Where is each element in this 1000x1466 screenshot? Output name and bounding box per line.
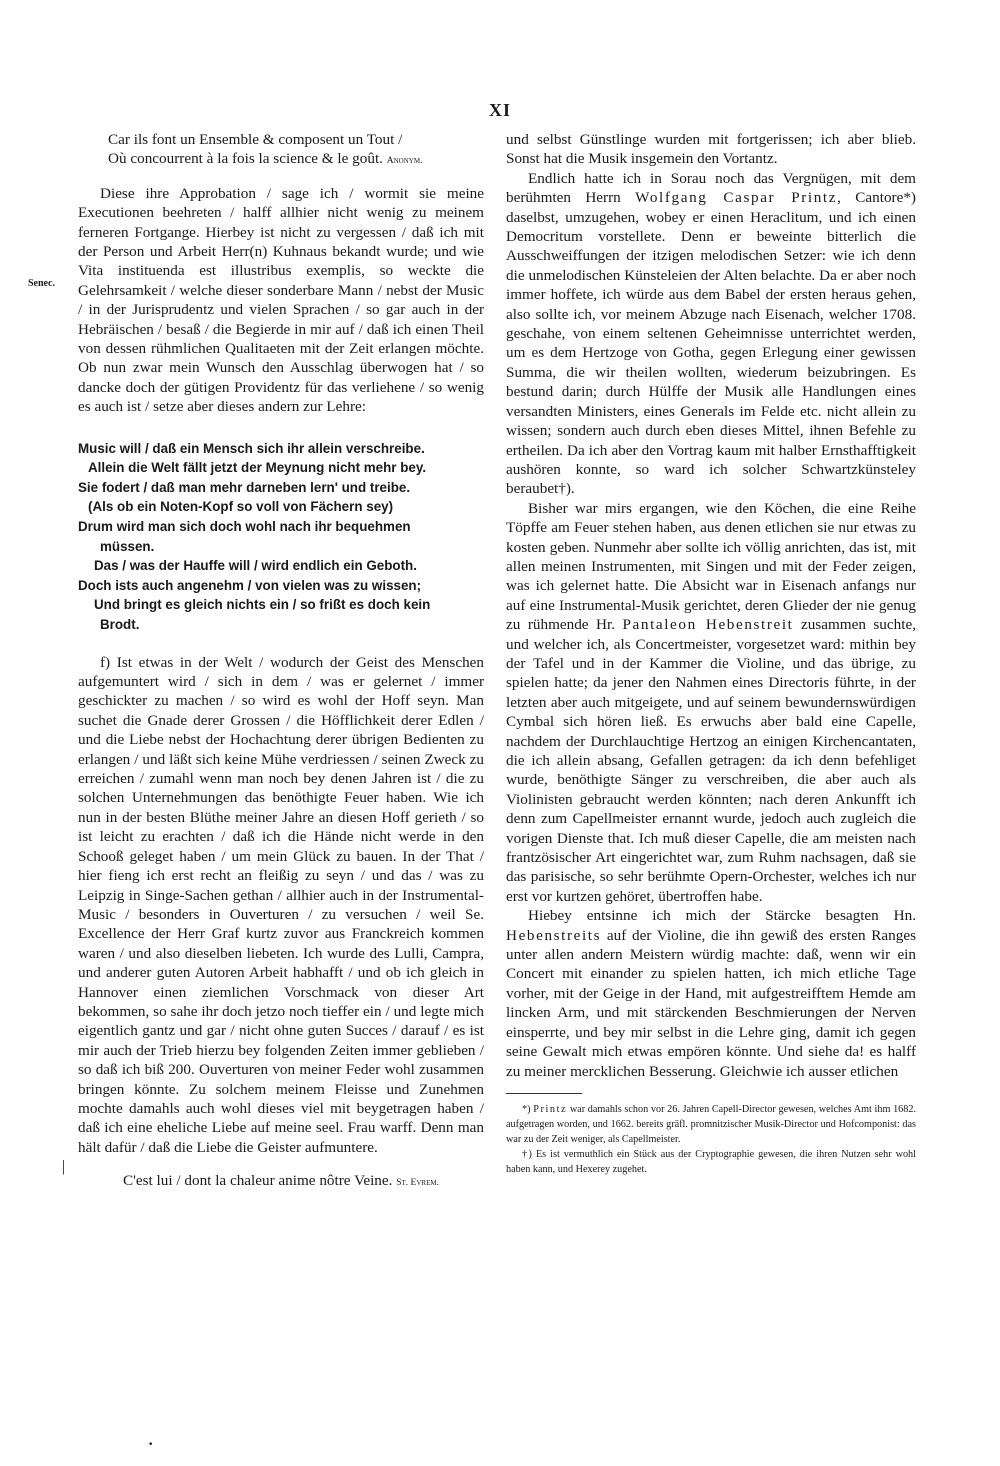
- poem-line: müssen.: [100, 538, 155, 554]
- paragraph: [506, 499, 916, 907]
- footnote-divider: [506, 1093, 582, 1094]
- paragraph: [506, 906, 916, 1081]
- paragraph-text: Bisher war mirs ergangen, wie den Köchen, die eine Reihe Töpffe am Feuer stehen haben, aus denen etlichen sie nur etwas zu kosten geben. Nunmehr aber sollte ich völlig anrichten, das ist, mit allen meinen Instrumenten, mit Singen und mit der Feder zeigen, was ich gelernet hatte. Die Absicht war in Eisenach anfangs nur auf eine Instrumental-Musik gerichtet, deren Glieder der nie genug zu rühmende Hr.: [506, 499, 916, 634]
- poem-line: Sie fodert / daß man mehr darneben lern' und treibe.: [78, 479, 411, 495]
- margin-note: Senec.: [28, 278, 55, 289]
- poem-line: Das / was der Hauffe will / wird endlich ein Geboth.: [94, 558, 417, 574]
- person-name: Pantaleon Hebenstreit: [622, 616, 794, 634]
- left-column: [78, 130, 484, 1194]
- paragraph-text: Hiebey entsinne ich mich der Stärcke besagten Hn.: [528, 907, 916, 925]
- poem-line: Music will / daß ein Mensch sich ihr allein verschreibe.: [78, 440, 425, 456]
- right-column: [506, 130, 916, 1177]
- footnote-marker: *): [522, 1103, 534, 1115]
- paragraph: und selbst Günstlinge wurden mit fortgerissen; ich aber blieb. Sonst hat die Musik insgemein den Vortantz.: [506, 131, 916, 168]
- closing-quote-text: C'est lui / dont la chaleur anime nôtre Veine.: [123, 1172, 393, 1190]
- poem: [78, 439, 484, 635]
- page-number: XI: [488, 100, 511, 120]
- person-name: Wolfgang Caspar Printz: [635, 189, 838, 207]
- footnote-entry: †) Es ist vermuthlich ein Stück aus der Cryptographie gewesen, die ihren Nutzen sehr wohl haben kann, und Hexerey zugehet.: [506, 1148, 916, 1175]
- poem-line: Drum wird man sich doch wohl nach ihr bequehmen: [78, 519, 411, 535]
- paragraph-text: zusammen suchte, und welcher ich, als Concertmeister, vorgesetzet ward: mithin bey der Tafel und in der Kammer die Violine, und das übrige, zu spielen hatte; da jener den Nahmen eines Directoris führte, in der letzten aber auch mitgeigete, und auf seinem bewundernswürdigen Cymbal sich hören ließ. Es erwuchs aber bald eine Capelle, nachdem der Durchlauchtige Hertzog an einigen Kirchencantaten, die ich allein absang, Gefallen getragen: da ich denn befehliget wurde, benöthigte Sänger zu verschreiben, die aber auch als Violinisten gebraucht werden könnten; nach deren Ankunfft ich denn zum Capellmeister ernannt wurde, jedoch auch zugleich die vorigen Dienste that. Ich muß dieser Capelle, die am meisten nach frantzösischer Art eingerichtet war, zum Ruhm nachsagen, daß sie das parisische, so sehr berühmte Opern-Orchester, welches ich nur erst vor kurtzen gehöret, übertroffen habe.: [506, 616, 916, 905]
- stray-mark: |: [62, 1158, 66, 1175]
- paragraph-text: , Cantore*) daselbst, umzugehen, wobey er einen Heraclitum, und ich einen Democritum vorstellete. Denn er beweinte bitterlich die Ausschweiffungen der itzigen melodischen Setzer: wie ich denn die unmelodischen Künsteleien der Alten belachte. Da er aber noch immer hoffete, ich würde aus dem Babel der ersten heraus gehen, also sollte ich, vor meinem Abzuge nach Eisenach, welcher 1708. geschahe, von einem seltenen Geheimnisse unterrichtet werden, um es dem Hertzoge von Gotha, gegen Erlegung einer gewissen Summa, die wir theilen wollten, wiederum beizubringen. Es bestund darin; durch Hülffe der Musik alle Handlungen eines versandten Ministers, eines Generals im Felde etc. nicht allein zu wissen; sondern auch durch eben dieses Mittel, ihnen Befehle zu ertheilen. Da ich aber den Vortrag kaum mit halber Ernsthafftigkeit aushören konnte, so ward ich solcher Schwartzkünsteley beraubet†).: [506, 189, 916, 498]
- person-name: Hebenstreits: [506, 926, 602, 944]
- poem-line: Doch ists auch angenehm / von vielen was zu wissen;: [78, 577, 422, 593]
- person-name: Printz: [533, 1103, 568, 1115]
- footnote-entry: [506, 1102, 916, 1147]
- epigraph: [78, 130, 484, 172]
- paragraph: f) Ist etwas in der Welt / wodurch der Geist des Menschen aufgemuntert wird / sich in dem / was er gelernet / immer geschickter zu machen / so wird es wohl der Hoff seyn. Man suchet die Gnade derer Grossen / die Höfflichkeit derer Edlen / und die Liebe nebst der Hochachtung derer übrigen Bedienten zu erlangen / und läßt sich keine Mühe verdriessen / seinen Zweck zu erreichen / zumahl wenn man noch bey denen Jahren ist / die zu solchen Unternehmungen das benöthigte Feuer haben. Wie ich nun in der besten Blüthe meiner Jahre an diesen Hoff gerieth / so ist leicht zu erachten / daß ich die Hände nicht werde in den Schooß geleget haben / um mein Glück zu bauen. In der That / hier fieng ich erst recht an fleißig zu seyn / und das / was zu Leipzig in Singe-Sachen gethan / allhier auch in der Instrumental-Music / besonders in Ouverturen / zu versuchen / weil Se. Excellence der Herr Graf kurtz zuvor aus Franckreich kommen waren / und also dieselben liebeten. Ich wurde des Lulli, Campra, und anderer guten Autoren Arbeit habhafft / und ob ich gleich in Hannover einen ziemlichen Vorschmack von dieser Art bekommen, so sahe ihr doch jetzo noch tieffer ein / und legte mich eigentlich gantz und gar / nicht ohne guten Succes / darauf / es ist mir auch der Trieb hierzu bey folgenden Zeiten immer geblieben / so daß ich biß 200. Ouverturen von meiner Feder wohl zusammen bringen könnte. Zu solchem meinem Fleisse und Zunehmen mochte damahls auch wohl dieses viel mit beygetragen haben / daß ich eine eheliche Liebe auf meine seel. Frau warff. Denn man hält dafür / daß die Liebe die Geister aufmuntere.: [78, 653, 484, 1156]
- poem-line: Brodt.: [100, 617, 140, 633]
- epigraph-signature: Anonym.: [386, 156, 423, 167]
- stray-mark: ·: [148, 1436, 154, 1453]
- footnote: [506, 1102, 916, 1177]
- paragraph-text: auf der Violine, die ihn gewiß des ersten Ranges unter allen andern Meistern würdig machte: daß, wenn wir ein Concert mit einander zu spielen hatten, ich mich etliche Tage vorher, mit der Geige in der Hand, mit aufgestreifftem Hemde am lincken Arm, und mit stärckenden Beschmierungen der Nerven einsperrte, und bey mir selbst in die Lehre ging, damit ich gegen seine Gewalt mich etwas empören könnte. Und siehe da! es halff zu meiner mercklichen Besserung. Gleichwie ich ausser etlichen: [506, 926, 916, 1080]
- epigraph-line: Car ils font un Ensemble & composent un Tout /: [108, 131, 403, 148]
- poem-line: (Als ob ein Noten-Kopf so voll von Fächern sey): [88, 499, 394, 515]
- closing-signature: St. Evrem.: [396, 1178, 439, 1189]
- footnote-text: war damahls schon vor 26. Jahren Capell-Director gewesen, welches Amt ihm 1682. aufgetragen worden, und 1662. bereits gräfl. promnitzischer Musik-Director und Hofcomponist: das war zu der Zeit weniger, als Capellmeister.: [506, 1103, 916, 1145]
- epigraph-line: [108, 149, 484, 171]
- poem-line: Allein die Welt fällt jetzt der Meynung nicht mehr bey.: [88, 460, 427, 476]
- paragraph: Diese ihre Approbation / sage ich / wormit sie meine Executionen beehreten / halff allhier nicht wenig zu meinem ferneren Fortgange. Hierbey ist nicht zu vergessen / daß ich mit der Person und Arbeit Herr(n) Kuhnaus bekandt wurde; und wie Vita instituenda est illustribus exemplis, so weckte die Gelehrsamkeit / welche dieser sonderbare Mann / nebst der Music / in der Jurisprudentz und vielen Sprachen / so gar auch in der Hebräischen / besaß / die Begierde in mir auf / daß ich einen Theil von dessen rühmlichen Qualitaeten mit der Zeit erlangen möchte. Ob nun zwar mein Wunsch den Ausschlag überwogen hat / so dancke doch der gütigen Providentz für das verliehene / so wenig es auch ist / setze aber dieses andern zur Lehre:: [78, 184, 484, 416]
- closing-quote: [78, 1171, 484, 1193]
- paragraph: [506, 169, 916, 499]
- poem-line: Und bringt es gleich nichts ein / so frißt es doch kein: [94, 597, 431, 613]
- epigraph-line-text: Où concourrent à la fois la science & le goût.: [108, 150, 383, 168]
- paragraph-text: Endlich hatte ich in Sorau noch das Vergnügen, mit dem berühmten Herrn: [506, 169, 916, 207]
